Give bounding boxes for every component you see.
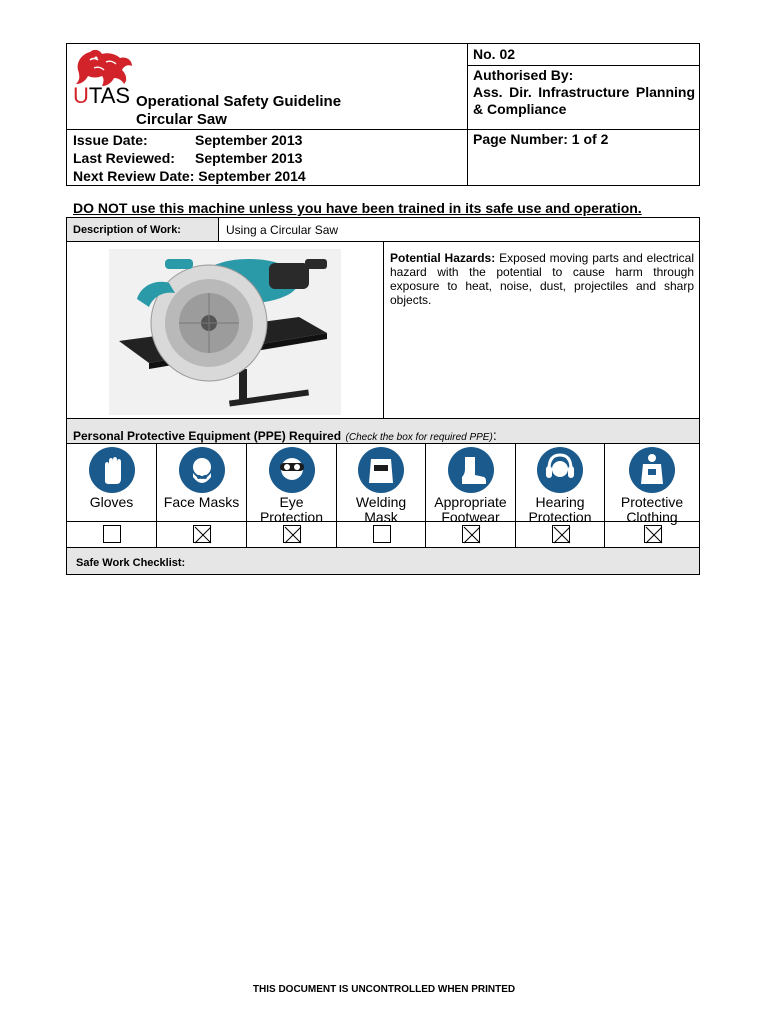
ppe-heading: Personal Protective Equipment (PPE) Required xyxy=(73,429,342,443)
next-review-value: September 2014 xyxy=(198,168,306,184)
page-number: Page Number: 1 of 2 xyxy=(473,131,609,147)
description-value: Using a Circular Saw xyxy=(226,223,339,237)
hazards-text: Exposed moving parts and electrical hazard with the potential to cause harm through exposure to heat, noise, dust, projectiles and sharp objects. xyxy=(390,251,694,307)
check-cross-icon xyxy=(553,526,571,544)
next-review-label: Next Review Date: xyxy=(73,168,195,184)
safe-work-checklist-header xyxy=(67,548,699,574)
title-line-1: Operational Safety Guideline xyxy=(136,93,342,110)
ppe-header xyxy=(67,418,699,444)
ppe-label-line1: Face Masks xyxy=(163,494,240,510)
ppe-label-line1: Gloves xyxy=(89,494,134,510)
ppe-label-line1: Protective xyxy=(620,494,684,510)
ppe-label-line2: Protection xyxy=(259,509,324,525)
ppe-label-line2: Mask xyxy=(364,509,398,525)
training-warning: DO NOT use this machine unless you have been trained in its safe use and operation. xyxy=(73,200,642,216)
ppe-checkbox-cell xyxy=(604,522,699,547)
description-label: Description of Work: xyxy=(73,224,181,236)
ppe-checkbox-row xyxy=(67,522,699,548)
utas-lion-logo xyxy=(72,46,136,88)
ppe-label-line2: Clothing xyxy=(626,509,678,525)
face-mask-icon xyxy=(179,447,225,493)
ppe-checkbox[interactable] xyxy=(644,525,662,543)
utas-logo-text: UTAS xyxy=(73,83,131,108)
ppe-items-row xyxy=(67,444,699,525)
ppe-checkbox-cell xyxy=(515,522,604,547)
ppe-label-line1: Hearing xyxy=(535,494,585,510)
safety-details-table xyxy=(66,217,700,575)
authorised-by-value-1: Ass. Dir. Infrastructure Planning xyxy=(473,84,695,100)
ppe-label-line1: Eye xyxy=(279,494,304,510)
authorised-by-label: Authorised By: xyxy=(473,67,574,83)
circular-saw-image xyxy=(109,249,341,415)
ppe-item xyxy=(604,444,699,525)
ppe-item xyxy=(515,444,604,525)
title-line-2: Circular Saw xyxy=(136,111,227,128)
document-header xyxy=(66,43,700,186)
authorised-by-value-2: & Compliance xyxy=(473,101,567,117)
welding-mask-icon xyxy=(358,447,404,493)
doc-number: No. 02 xyxy=(473,46,516,62)
description-label-cell xyxy=(67,218,219,242)
document-title xyxy=(136,93,341,129)
ppe-label-line2: Protection xyxy=(528,509,592,525)
ppe-checkbox[interactable] xyxy=(462,525,480,543)
gloves-icon xyxy=(89,447,135,493)
issue-date-value: September 2013 xyxy=(195,132,303,148)
uncontrolled-footer: THIS DOCUMENT IS UNCONTROLLED WHEN PRINTED xyxy=(252,984,516,995)
hazards-label: Potential Hazards: xyxy=(390,251,496,265)
ppe-label-line1: Appropriate xyxy=(434,494,507,510)
ppe-item xyxy=(246,444,336,525)
checklist-label: Safe Work Checklist: xyxy=(76,557,186,569)
ppe-item xyxy=(67,444,156,522)
potential-hazards xyxy=(390,251,694,307)
ppe-checkbox-cell xyxy=(67,522,156,547)
ppe-colon: : xyxy=(492,427,497,443)
authorised-by xyxy=(473,67,695,118)
ppe-checkbox-cell xyxy=(246,522,336,547)
ppe-checkbox-cell xyxy=(336,522,425,547)
ppe-label-line1: Welding xyxy=(355,494,407,510)
hearing-protection-icon xyxy=(537,447,583,493)
check-cross-icon xyxy=(284,526,302,544)
ppe-checkbox-cell xyxy=(156,522,246,547)
ppe-checkbox[interactable] xyxy=(552,525,570,543)
check-cross-icon xyxy=(194,526,212,544)
last-reviewed-value: September 2013 xyxy=(195,150,303,166)
last-reviewed-label: Last Reviewed: xyxy=(73,150,175,166)
ppe-item xyxy=(156,444,246,522)
eye-protection-icon xyxy=(269,447,315,493)
check-cross-icon xyxy=(463,526,481,544)
ppe-item xyxy=(336,444,425,525)
ppe-checkbox-cell xyxy=(425,522,515,547)
review-dates xyxy=(73,131,306,185)
ppe-checkbox[interactable] xyxy=(193,525,211,543)
ppe-item xyxy=(425,444,515,525)
ppe-checkbox[interactable] xyxy=(283,525,301,543)
description-value-cell xyxy=(219,218,699,242)
footwear-icon xyxy=(448,447,494,493)
ppe-note: (Check the box for required PPE) xyxy=(345,432,493,443)
ppe-checkbox[interactable] xyxy=(373,525,391,543)
ppe-checkbox[interactable] xyxy=(103,525,121,543)
issue-date-label: Issue Date: xyxy=(73,132,148,148)
check-cross-icon xyxy=(645,526,663,544)
circular-saw-icon xyxy=(109,249,341,415)
protective-clothing-icon xyxy=(629,447,675,493)
ppe-label-line2: Footwear xyxy=(441,509,500,525)
